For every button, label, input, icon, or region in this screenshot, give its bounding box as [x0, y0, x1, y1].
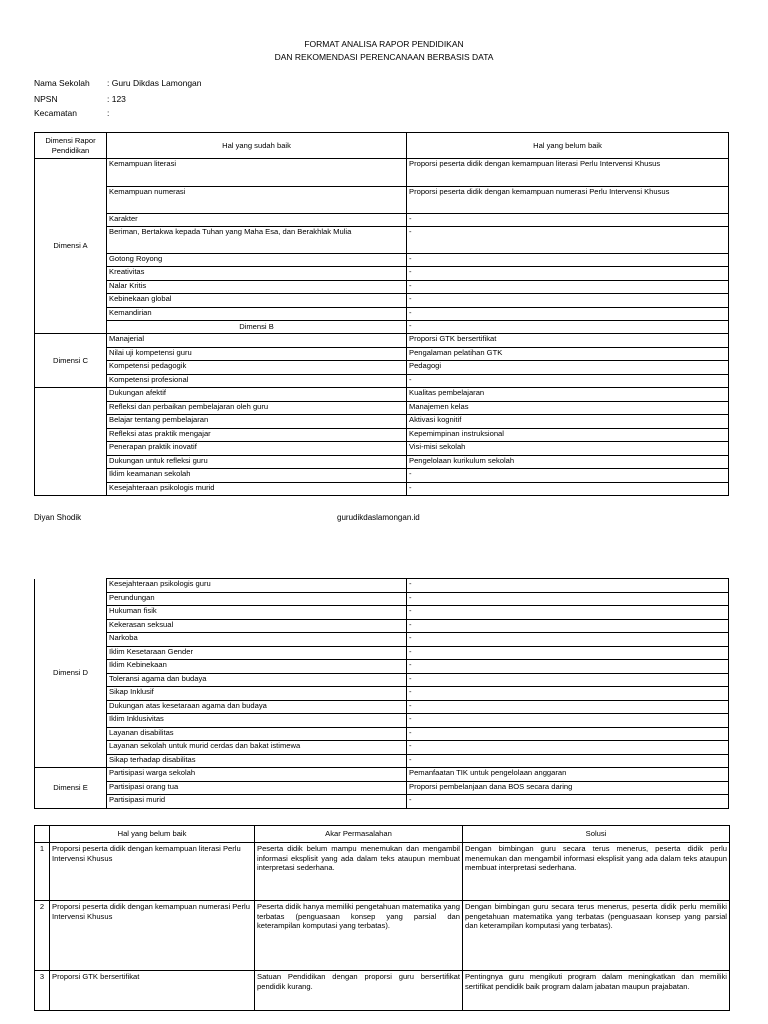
good-item-cell: Nalar Kritis: [107, 281, 407, 294]
not-good-item-cell: -: [407, 375, 729, 388]
info-row: [34, 93, 126, 105]
solution-root-cause: Peserta didik belum mampu menemukan dan mengambil informasi eksplisit yang ada dalam teks ataupun membuat interpretasi sederhana.: [255, 843, 463, 901]
not-good-item-cell: -: [407, 483, 729, 496]
good-item-cell: Manajerial: [107, 334, 407, 348]
solution-root-cause: Satuan Pendidikan dengan proporsi guru bersertifikat pendidik kurang.: [255, 971, 463, 1011]
table-row: [35, 782, 729, 795]
info-label: Nama Sekolah: [34, 78, 90, 88]
not-good-item-cell: -: [407, 308, 729, 321]
header-hal-sudah-baik: Hal yang sudah baik: [107, 133, 407, 159]
good-item-cell: Kemampuan numerasi: [107, 187, 407, 214]
not-good-item-cell: -: [407, 281, 729, 294]
not-good-item-cell: Proporsi peserta didik dengan kemampuan literasi Perlu Intervensi Khusus: [407, 159, 729, 187]
good-item-cell: Dukungan afektif: [107, 388, 407, 402]
not-good-item-cell: -: [407, 755, 729, 768]
not-good-item-cell: -: [407, 267, 729, 281]
table-row: [35, 593, 729, 606]
table-row: [35, 456, 729, 469]
good-item-cell: Layanan sekolah untuk murid cerdas dan bakat istimewa: [107, 741, 407, 755]
not-good-item-cell: Aktivasi kognitif: [407, 415, 729, 429]
solution-problem: Proporsi peserta didik dengan kemampuan numerasi Perlu Intervensi Khusus: [50, 901, 255, 971]
table-row: [35, 294, 729, 308]
not-good-item-cell: Proporsi peserta didik dengan kemampuan numerasi Perlu Intervensi Khusus: [407, 187, 729, 214]
table-row: [35, 187, 729, 214]
not-good-item-cell: -: [407, 214, 729, 227]
good-item-cell: Kreativitas: [107, 267, 407, 281]
solution-number: 2: [35, 901, 50, 971]
solution-problem: Proporsi GTK bersertifikat: [50, 971, 255, 1011]
table-row: [35, 755, 729, 768]
good-item-cell: Hukuman fisik: [107, 606, 407, 620]
dimension-cell: Dimensi A: [35, 159, 107, 334]
header-dimensi: Dimensi Rapor Pendidikan: [35, 133, 107, 159]
good-item-cell: Karakter: [107, 214, 407, 227]
table-row: [35, 660, 729, 674]
table-row: [35, 579, 729, 593]
solution-root-cause: Peserta didik hanya memiliki pengetahuan matematika yang terbatas (penguasaan konsep yang parsial dan keterampilan komputasi yang terbatas).: [255, 901, 463, 971]
table-row: [35, 348, 729, 361]
good-item-cell: Partisipasi warga sekolah: [107, 768, 407, 782]
info-row: [34, 107, 109, 119]
good-item-cell: Partisipasi orang tua: [107, 782, 407, 795]
dimension-cell: Dimensi C: [35, 334, 107, 388]
good-item-cell: Narkoba: [107, 633, 407, 647]
not-good-item-cell: Pengalaman pelatihan GTK: [407, 348, 729, 361]
good-item-cell: Iklim Inklusivitas: [107, 714, 407, 728]
table-row: [35, 483, 729, 496]
good-item-cell: Kesejahteraan psikologis murid: [107, 483, 407, 496]
table-row: [35, 469, 729, 483]
rapor-table-page2: [34, 578, 729, 809]
good-item-cell: Iklim Kesetaraan Gender: [107, 647, 407, 660]
good-item-cell: Kesejahteraan psikologis guru: [107, 579, 407, 593]
not-good-item-cell: -: [407, 714, 729, 728]
table-row: [35, 308, 729, 321]
good-item-cell: Iklim Kebinekaan: [107, 660, 407, 674]
not-good-item-cell: -: [407, 593, 729, 606]
info-label: Kecamatan: [34, 108, 77, 118]
table-row: [35, 741, 729, 755]
not-good-item-cell: -: [407, 469, 729, 483]
table-row: [35, 254, 729, 267]
good-item-cell: Refleksi dan perbaikan pembelajaran oleh guru: [107, 402, 407, 415]
good-item-cell: Sikap Inklusif: [107, 687, 407, 701]
good-item-cell: Layanan disabilitas: [107, 728, 407, 741]
good-item-cell: Sikap terhadap disabilitas: [107, 755, 407, 768]
not-good-item-cell: Proporsi pembelanjaan dana BOS secara daring: [407, 782, 729, 795]
info-value: : 123: [107, 94, 126, 104]
not-good-item-cell: Kepemimpinan instruksional: [407, 429, 729, 442]
table-row: [35, 728, 729, 741]
not-good-item-cell: -: [407, 687, 729, 701]
not-good-item-cell: -: [407, 606, 729, 620]
table-row: [35, 714, 729, 728]
info-row: [34, 77, 202, 89]
good-item-cell: Partisipasi murid: [107, 795, 407, 809]
solution-problem: Proporsi peserta didik dengan kemampuan literasi Perlu Intervensi Khusus: [50, 843, 255, 901]
not-good-item-cell: -: [407, 728, 729, 741]
solution-row: [35, 901, 730, 971]
not-good-item-cell: Proporsi GTK bersertifikat: [407, 334, 729, 348]
table-row: [35, 674, 729, 687]
solution-number: 3: [35, 971, 50, 1011]
table-row: [35, 388, 729, 402]
good-item-cell: Gotong Royong: [107, 254, 407, 267]
table-row: [35, 375, 729, 388]
footer-author: Diyan Shodik: [34, 513, 82, 522]
table-row: [35, 361, 729, 375]
table-row: [35, 415, 729, 429]
info-value: : Guru Dikdas Lamongan: [107, 78, 202, 88]
not-good-item-cell: -: [407, 294, 729, 308]
good-item-cell: Nilai uji kompetensi guru: [107, 348, 407, 361]
not-good-item-cell: Pengelolaan kurikulum sekolah: [407, 456, 729, 469]
not-good-item-cell: -: [407, 633, 729, 647]
table-row: [35, 321, 729, 334]
dimension-cell: Dimensi E: [35, 768, 107, 809]
table-row: [35, 214, 729, 227]
good-item-cell: Perundungan: [107, 593, 407, 606]
not-good-item-cell: -: [407, 701, 729, 714]
table-row: [35, 620, 729, 633]
solution-text: Pentingnya guru mengikuti program dalam meningkatkan dan memiliki sertifikat pendidik baik program dalam jabatan maupun prajabatan.: [463, 971, 730, 1011]
good-item-cell: Iklim keamanan sekolah: [107, 469, 407, 483]
table-row: [35, 701, 729, 714]
not-good-item-cell: -: [407, 795, 729, 809]
dimension-cell: Dimensi B: [107, 321, 407, 334]
good-item-cell: -: [407, 321, 729, 334]
document-subtitle: DAN REKOMENDASI PERENCANAAN BERBASIS DATA: [274, 52, 494, 62]
good-item-cell: Belajar tentang pembelajaran: [107, 415, 407, 429]
table-row: [35, 267, 729, 281]
sol-header-solusi: Solusi: [463, 826, 730, 843]
table-row: [35, 334, 729, 348]
not-good-item-cell: Pemanfaatan TIK untuk pengelolaan anggaran: [407, 768, 729, 782]
document-title: FORMAT ANALISA RAPOR PENDIDIKAN: [304, 39, 464, 49]
good-item-cell: Beriman, Bertakwa kepada Tuhan yang Maha Esa, dan Berakhlak Mulia: [107, 227, 407, 254]
good-item-cell: Dukungan untuk refleksi guru: [107, 456, 407, 469]
table-row: [35, 795, 729, 809]
not-good-item-cell: Manajemen kelas: [407, 402, 729, 415]
rapor-table-page1: [34, 132, 729, 496]
table-row: [35, 159, 729, 187]
not-good-item-cell: Visi-misi sekolah: [407, 442, 729, 456]
table-row: [35, 402, 729, 415]
sol-header-akar: Akar Permasalahan: [255, 826, 463, 843]
good-item-cell: Kemandirian: [107, 308, 407, 321]
not-good-item-cell: -: [407, 227, 729, 254]
table-row: [35, 647, 729, 660]
table-row: [35, 606, 729, 620]
good-item-cell: Dukungan atas kesetaraan agama dan budaya: [107, 701, 407, 714]
table-row: [35, 687, 729, 701]
not-good-item-cell: Pedagogi: [407, 361, 729, 375]
good-item-cell: Kebinekaan global: [107, 294, 407, 308]
good-item-cell: Kekerasan seksual: [107, 620, 407, 633]
table-row: [35, 281, 729, 294]
solution-text: Dengan bimbingan guru secara terus menerus, peserta didik perlu menemukan dan mengambil informasi eksplisit yang ada dalam teks ataupun membuat interpretasi sederhana.: [463, 843, 730, 901]
table-row: [35, 429, 729, 442]
info-value: :: [107, 108, 110, 118]
not-good-item-cell: -: [407, 647, 729, 660]
not-good-item-cell: -: [407, 674, 729, 687]
not-good-item-cell: -: [407, 660, 729, 674]
info-label: NPSN: [34, 94, 58, 104]
good-item-cell: Kemampuan literasi: [107, 159, 407, 187]
solution-table: [34, 825, 730, 1011]
table-row: [35, 768, 729, 782]
good-item-cell: Toleransi agama dan budaya: [107, 674, 407, 687]
solution-row: [35, 843, 730, 901]
not-good-item-cell: -: [407, 579, 729, 593]
sol-header-belum: Hal yang belum baik: [50, 826, 255, 843]
solution-text: Dengan bimbingan guru secara terus menerus, peserta didik perlu memiliki pengetahuan matematika yang terbatas (penguasaan konsep yang parsial dan keterampilan komputasi yang terbatas).: [463, 901, 730, 971]
header-hal-belum-baik: Hal yang belum baik: [407, 133, 729, 159]
solution-row: [35, 971, 730, 1011]
footer-website: gurudikdaslamongan.id: [337, 513, 420, 522]
not-good-item-cell: -: [407, 254, 729, 267]
table-row: [35, 227, 729, 254]
not-good-item-cell: -: [407, 620, 729, 633]
good-item-cell: Kompetensi profesional: [107, 375, 407, 388]
not-good-item-cell: Kualitas pembelajaran: [407, 388, 729, 402]
table-row: [35, 633, 729, 647]
not-good-item-cell: -: [407, 741, 729, 755]
good-item-cell: Penerapan praktik inovatif: [107, 442, 407, 456]
good-item-cell: Kompetensi pedagogik: [107, 361, 407, 375]
solution-number: 1: [35, 843, 50, 901]
good-item-cell: Refleksi atas praktik mengajar: [107, 429, 407, 442]
dimension-cell: Dimensi D: [35, 579, 107, 768]
table-row: [35, 442, 729, 456]
dimension-cell: [35, 388, 107, 496]
sol-header-number: [35, 826, 50, 843]
